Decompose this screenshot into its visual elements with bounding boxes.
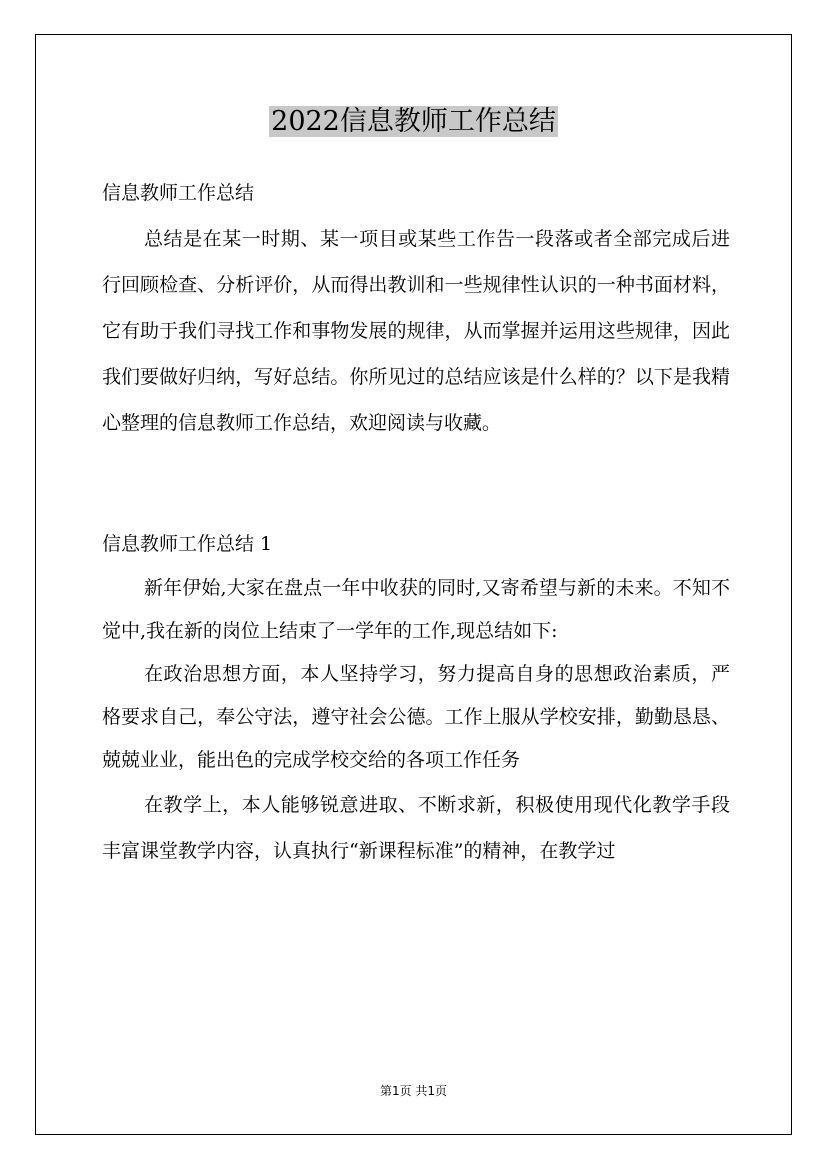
page-number: 第1页 共1页 <box>379 1084 448 1098</box>
section-spacer <box>102 446 730 521</box>
page-footer <box>0 1082 827 1100</box>
section-heading: 信息教师工作总结 1 <box>102 533 273 555</box>
section-paragraph: 新年伊始,大家在盘点一年中收获的同时,又寄希望与新的未来。不知不觉中,我在新的岗位上结束了一学年的工作,现总结如下: <box>102 577 730 642</box>
title-text: 2022信息教师工作总结 <box>271 106 556 137</box>
intro-heading: 信息教师工作总结 <box>102 182 255 204</box>
document-title <box>0 102 827 142</box>
section-paragraph: 在教学上，本人能够锐意进取、不断求新，积极使用现代化教学手段丰富课堂教学内容，认真执行“新课程标准”的精神，在教学过 <box>102 794 730 862</box>
intro-paragraph: 总结是在某一时期、某一项目或某些工作告一段落或者全部完成后进行回顾检查、分析评价，从而得出教训和一些规律性认识的一种书面材料，它有助于我们寻找工作和事物发展的规律，从而掌握并运用这些规律，因此我们要做好归纳，写好总结。你所见过的总结应该是什么样的？以下是我精心整理的信息教师工作总结，欢迎阅读与收藏。 <box>102 228 730 434</box>
document-body <box>102 170 730 874</box>
section-paragraph: 在政治思想方面，本人坚持学习，努力提高自身的思想政治素质，严格要求自己，奉公守法，遵守社会公德。工作上服从学校安排，勤勤恳恳、兢兢业业，能出色的完成学校交给的各项工作任务 <box>102 663 730 771</box>
